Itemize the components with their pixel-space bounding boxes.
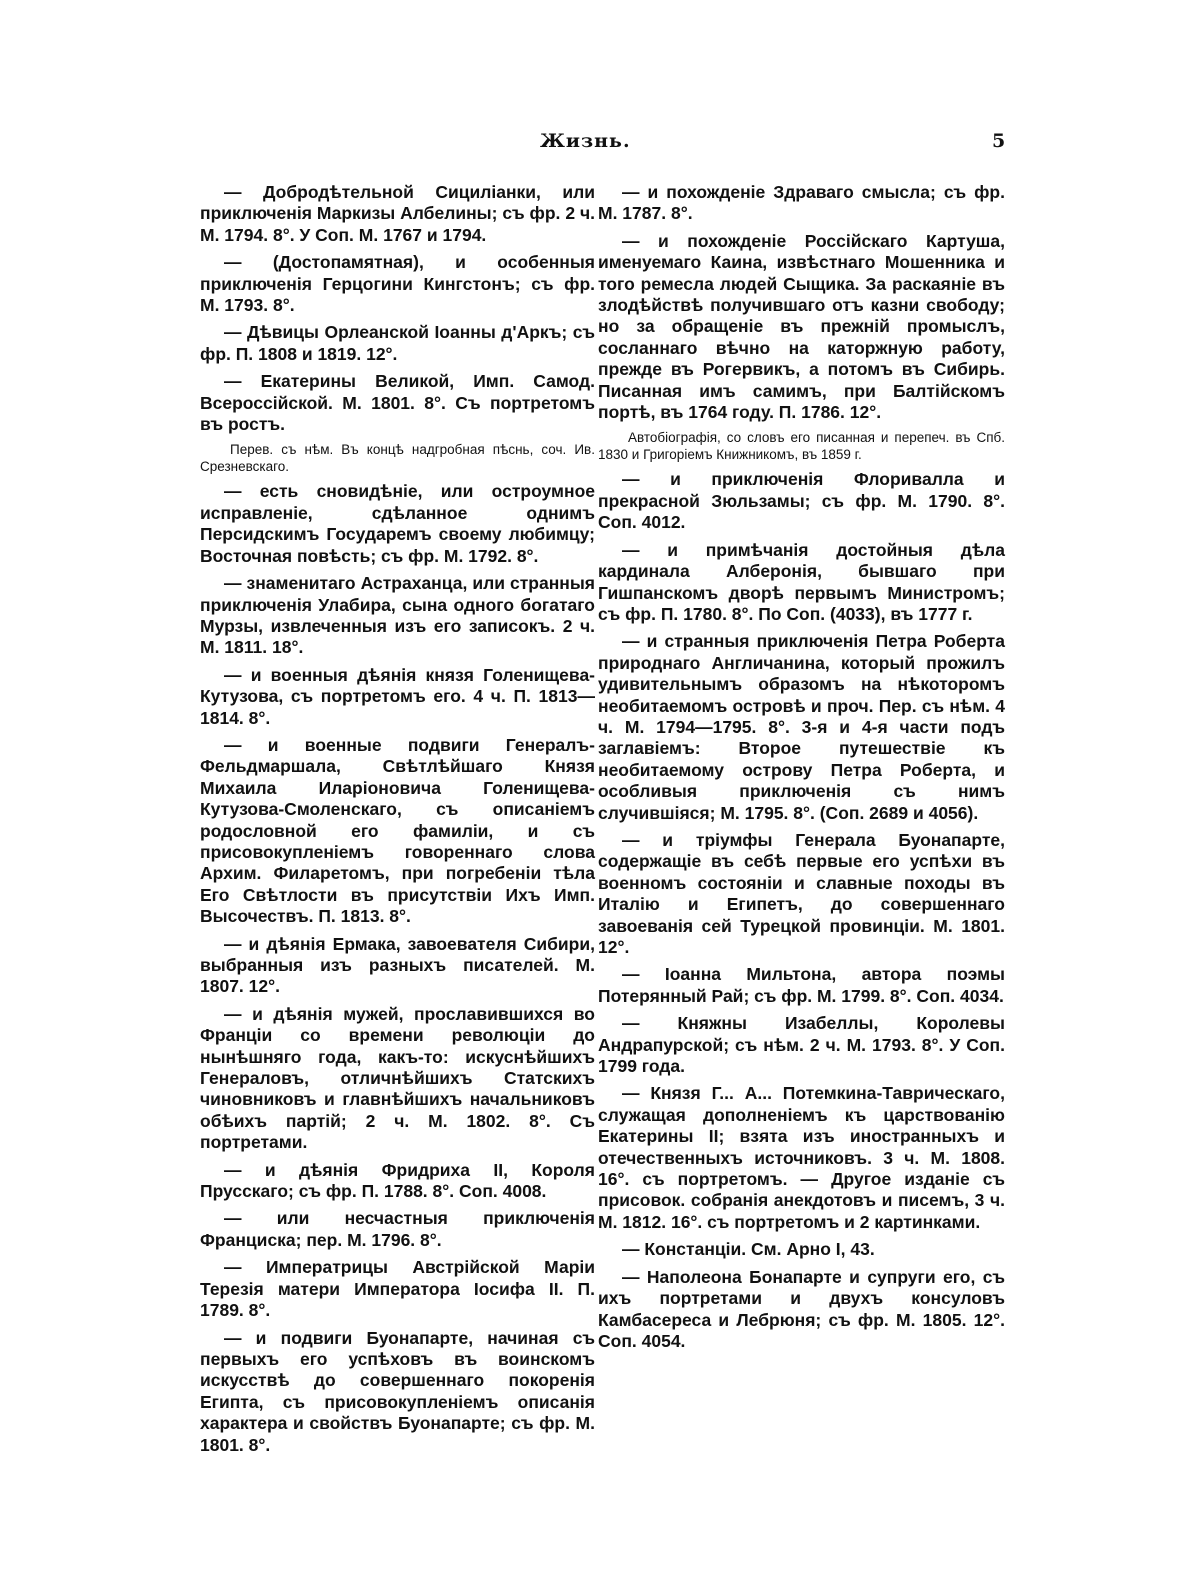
left-column [200,182,595,1462]
page-number: 5 [992,130,1006,152]
entry: — есть сновидѣніе, или остроумное исправленіе, сдѣланное однимъ Персидскимъ Государемъ своему любимцу; Восточная повѣсть; съ фр. М. 1792. 8°. [200,481,595,566]
entry: — и дѣянія Ермака, завоевателя Сибири, выбранныя изъ разныхъ писателей. М. 1807. 12°. [200,933,595,997]
entry: — Княжны Изабеллы, Королевы Андрапурской; съ нѣм. 2 ч. М. 1793. 8°. У Соп. 1799 года. [598,1013,1005,1077]
entry: — и дѣянія Фридриха II, Короля Прусскаго; съ фр. П. 1788. 8°. Соп. 4008. [200,1159,595,1202]
entry: — и военные подвиги Генералъ-Фельдмаршала, Свѣтлѣйшаго Князя Михаила Иларіоновича Голенищева-Кутузова-Смоленскаго, съ описаніемъ родословной его фамиліи, и съ присовокупленіемъ говореннаго слова Архим. Филаретомъ, при погребеніи тѣла Его Свѣтлости въ присутствіи Ихъ Имп. Высочествъ. П. 1813. 8°. [200,734,595,927]
entry: — и тріумфы Генерала Буонапарте, содержащіе въ себѣ первые его успѣхи въ военномъ состояніи и славные походы въ Италію и Египетъ, до совершеннаго завоеванія сей Турецкой провинціи. М. 1801. 12°. [598,829,1005,957]
footnote: Автобіографія, со словъ его писанная и перепеч. въ Спб. 1830 и Григоріемъ Книжникомъ, въ 1859 г. [598,430,1005,463]
running-title: Жизнь. [540,130,631,152]
entry: — и похожденіе Здраваго смысла; съ фр. М. 1787. 8°. [598,182,1005,224]
right-column [598,182,1005,1358]
entry: — и подвиги Буонапарте, начиная съ первыхъ его успѣховъ въ воинскомъ искусствѣ до совершеннаго покоренія Египта, съ присовокупленіемъ описанія характера и свойствъ Буонапарте; съ фр. М. 1801. 8°. [200,1327,595,1455]
footnote: Перев. съ нѣм. Въ концѣ надгробная пѣснь, соч. Ив. Срезневскаго. [200,442,595,475]
entry: — и странныя приключенія Петра Роберта природнаго Англичанина, который прожилъ удивительнымъ образомъ на нѣкоторомъ необитаемомъ островѣ и проч. Пер. съ нѣм. 4 ч. М. 1794—1795. 8°. 3-я и 4-я части подъ заглавіемъ: Второе путешествіе къ необитаемому острову Петра Роберта, и особливыя приключенія съ нимъ случившіяся; М. 1795. 8°. (Соп. 2689 и 4056). [598,631,1005,823]
entry: — Наполеона Бонапарте и супруги его, съ ихъ портретами и двухъ консуловъ Камбасереса и Лебрюня; съ фр. М. 1805. 12°. Соп. 4054. [598,1266,1005,1351]
entry: — Дѣвицы Орлеанской Іоанны д'Аркъ; съ фр. П. 1808 и 1819. 12°. [200,322,595,364]
entry: — Добродѣтельной Сициліанки, или приключенія Маркизы Албелины; съ фр. 2 ч. М. 1794. 8°. У Соп. М. 1767 и 1794. [200,182,595,245]
entry: — Екатерины Великой, Имп. Самод. Всероссійской. М. 1801. 8°. Съ портретомъ въ ростъ. [200,371,595,435]
entry: — и похожденіе Россійскаго Картуша, именуемаго Каина, извѣстнаго Мошенника и того ремесла людей Сыщика. За раскаяніе въ злодѣйствѣ получившаго отъ казни свободу; но за обращеніе въ прежній промыслъ, сосланнаго вѣчно на каторжную работу, прежде въ Рогервикъ, а потомъ въ Сибирь. Писанная имъ самимъ, при Балтійскомъ портѣ, въ 1764 году. П. 1786. 12°. [598,230,1005,423]
entry: — (Достопамятная), и особенныя приключенія Герцогини Кингстонъ; съ фр. М. 1793. 8°. [200,252,595,316]
entry: — и военныя дѣянія князя Голенищева-Кутузова, съ портретомъ его. 4 ч. П. 1813—1814. 8°. [200,664,595,728]
entry: — и примѣчанія достойныя дѣла кардинала Алберонія, бывшаго при Гишпанскомъ дворѣ первымъ Министромъ; съ фр. П. 1780. 8°. По Соп. (4033), въ 1777 г. [598,539,1005,624]
entry: — и приключенія Флоривалла и прекрасной Зюльзамы; съ фр. М. 1790. 8°. Соп. 4012. [598,469,1005,533]
entry: — Императрицы Австрійской Маріи Терезія матери Императора Іосифа II. П. 1789. 8°. [200,1257,595,1321]
page-header [0,126,1191,166]
entry: — Іоанна Мильтона, автора поэмы Потерянный Рай; съ фр. М. 1799. 8°. Соп. 4034. [598,964,1005,1006]
entry: — или несчастныя приключенія Франциска; пер. М. 1796. 8°. [200,1208,595,1250]
entry: — Князя Г... А... Потемкина-Таврическаго, служащая дополненіемъ къ царствованію Екатерины II; взята изъ иностранныхъ и отечественныхъ источниковъ. 3 ч. М. 1808. 16°. съ портретомъ. — Другое изданіе съ присовок. собранія анекдотовъ и писемъ, 3 ч. М. 1812. 16°. съ портретомъ и 2 картинками. [598,1083,1005,1232]
entry: — и дѣянія мужей, прославившихся во Франціи со времени революціи до нынѣшняго года, какъ-то: искуснѣйшихъ Генераловъ, отличнѣйшихъ Статскихъ чиновниковъ и главнѣйшихъ начальниковъ обѣихъ партій; 2 ч. М. 1802. 8°. Съ портретами. [200,1003,595,1153]
entry: — Констанціи. См. Арно I, 43. [622,1239,875,1260]
entry: — знаменитаго Астраханца, или странныя приключенія Улабира, сына одного богатаго Мурзы, извлеченныя изъ его записокъ. 2 ч. М. 1811. 18°. [200,573,595,658]
